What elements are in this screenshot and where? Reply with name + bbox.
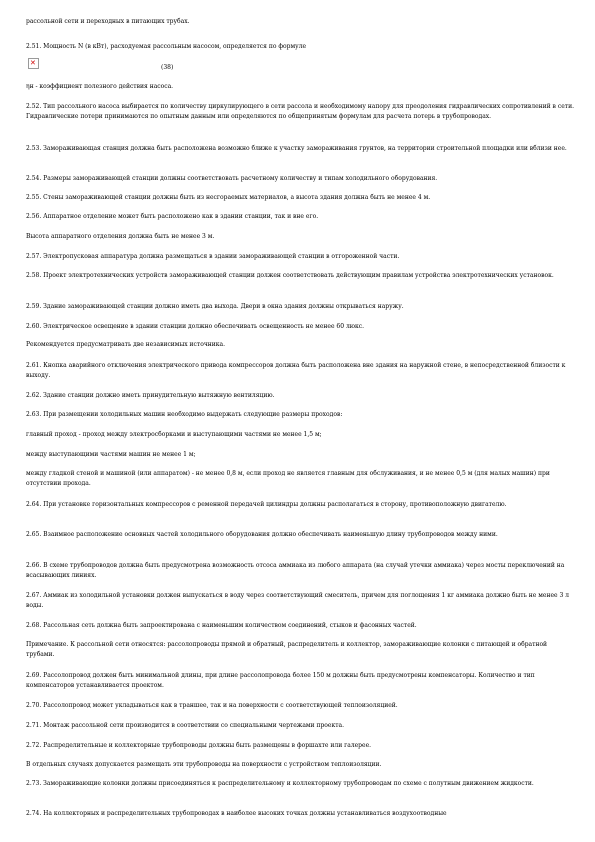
- paragraph: 2.51. Мощность N (в кВт), расходуемая рассольным насосом, определяется по формуле: [26, 43, 307, 50]
- paragraph: 2.59. Здание замораживающей станции должно иметь два выхода. Двери в окна здания должны открываться наружу.: [26, 303, 404, 310]
- paragraph: 2.72. Распределительные и коллекторные трубопроводы должны быть размещены в форшахте или галерее.: [26, 742, 372, 749]
- paragraph: Высота аппаратного отделения должна быть не менее 3 м.: [26, 233, 215, 240]
- paragraph: Рекомендуется предусматривать две независимых источника.: [26, 341, 226, 348]
- paragraph: главный проход - проход между электросборками и выступающими частями не менее 1,5 м;: [26, 431, 322, 438]
- paragraph: 2.54. Размеры замораживающей станции должны соответствовать расчетному количеству и типам холодильного оборудования.: [26, 175, 438, 182]
- paragraph: Примечание. К рассольной сети относятся: рассолопроводы прямой и обратный, распределитель и коллектор, замораживающие колонки с питающей и обратной трубами.: [26, 641, 548, 658]
- paragraph: 2.70. Рассолопровод может укладываться как в траншее, так и на поверхности с соответствующей теплоизоляцией.: [26, 702, 398, 709]
- paragraph: ηн - коэффициент полезного действия насоса.: [26, 83, 174, 90]
- paragraph: рассольной сети и переходных в питающих трубах.: [26, 18, 190, 25]
- broken-image-icon: ✕: [28, 58, 39, 69]
- paragraph: 2.61. Кнопка аварийного отключения электрического привода компрессоров должна быть расположена вне здания на наружной стене, в непосредственной близости к выходу.: [26, 362, 566, 379]
- paragraph: между выступающими частями машин не менее 1 м;: [26, 451, 196, 458]
- paragraph: 2.69. Рассолопровод должен быть минимальной длины, при длине рассолопровода более 150 м должны быть предусмотрены компенсаторы. Количество и тип компенсаторов устанавливается проектом.: [26, 672, 535, 689]
- paragraph: 2.55. Стены замораживающей станции должны быть из несгораемых материалов, а высота здания должна быть не менее 4 м.: [26, 194, 431, 201]
- paragraph: В отдельных случаях допускается размещать эти трубопроводы на поверхности с устройством теплоизоляции.: [26, 761, 382, 768]
- paragraph: 2.74. На коллекторных и распределительных трубопроводах в наиболее высоких точках должны устанавливаться воздухоотводные: [26, 810, 447, 817]
- paragraph: 2.65. Взаимное расположение основных частей холодильного оборудования должно обеспечивать наименьшую длину трубопроводов между ними.: [26, 531, 498, 538]
- paragraph: 2.52. Тип рассольного насоса выбирается по количеству циркулирующего в сети рассола и необходимому напору для преодоления гидравлических сопротивлений в сети. Гидравлические потери принимаются по опытным данным или определяются по общепринятым формулам для расчета потерь в трубопроводах.: [26, 103, 574, 120]
- paragraph: 2.66. В схеме трубопроводов должна быть предусмотрена возможность отсоса аммиака из любого аппарата (на случай утечки аммиака) через мосты переключений на всасывающих линиях.: [26, 562, 565, 579]
- paragraph: 2.71. Монтаж рассольной сети производится в соответствии со специальными чертежами проекта.: [26, 722, 345, 729]
- paragraph: 2.63. При размещении холодильных машин необходимо выдержать следующие размеры проходов:: [26, 411, 343, 418]
- paragraph: 2.57. Электропусковая аппаратура должна размещаться в здании замораживающей станции в отгороженной части.: [26, 253, 400, 260]
- paragraph: 2.73. Замораживающие колонки должны присоединяться к распределительному и коллекторному трубопроводам по схеме с полутным движением жидкости.: [26, 780, 534, 787]
- paragraph: 2.62. Здание станции должно иметь принудительную вытяжную вентиляцию.: [26, 392, 275, 399]
- paragraph: 2.67. Аммиак из холодильной установки должен выпускаться в воду через соответствующий смеситель, причем для поглощения 1 кг аммиака должно быть не менее 3 л воды.: [26, 592, 569, 609]
- paragraph: 2.58. Проект электротехнических устройств замораживающей станции должен соответствовать действующим правилам устройства электротехнических установок.: [26, 272, 554, 279]
- paragraph: 2.53. Замораживающая станция должна быть расположена возможно ближе к участку замораживания грунтов, на территории строительной площадки или вблизи нее.: [26, 145, 567, 152]
- paragraph: 2.56. Аппаратное отделение может быть расположено как в здании станции, так и вне его.: [26, 213, 319, 220]
- paragraph: 2.64. При установке горизонтальных компрессоров с ременной передачей цилиндры должны располагаться в сторону, противоположную двигателю.: [26, 501, 507, 508]
- paragraph: 2.60. Электрическое освещение в здании станции должно обеспечивать освещенность не менее 60 люкс.: [26, 323, 365, 330]
- equation-number: (38): [161, 64, 174, 71]
- paragraph: 2.68. Рассольная сеть должна быть запроектирована с наименьшим количеством соединений, стыков и фасонных частей.: [26, 622, 417, 629]
- paragraph: между гладкой стеной и машиной (или аппаратом) - не менее 0,8 м, если проход не является главным для обслуживания, и не менее 0,5 м (для малых машин) при отсутствии прохода.: [26, 470, 550, 487]
